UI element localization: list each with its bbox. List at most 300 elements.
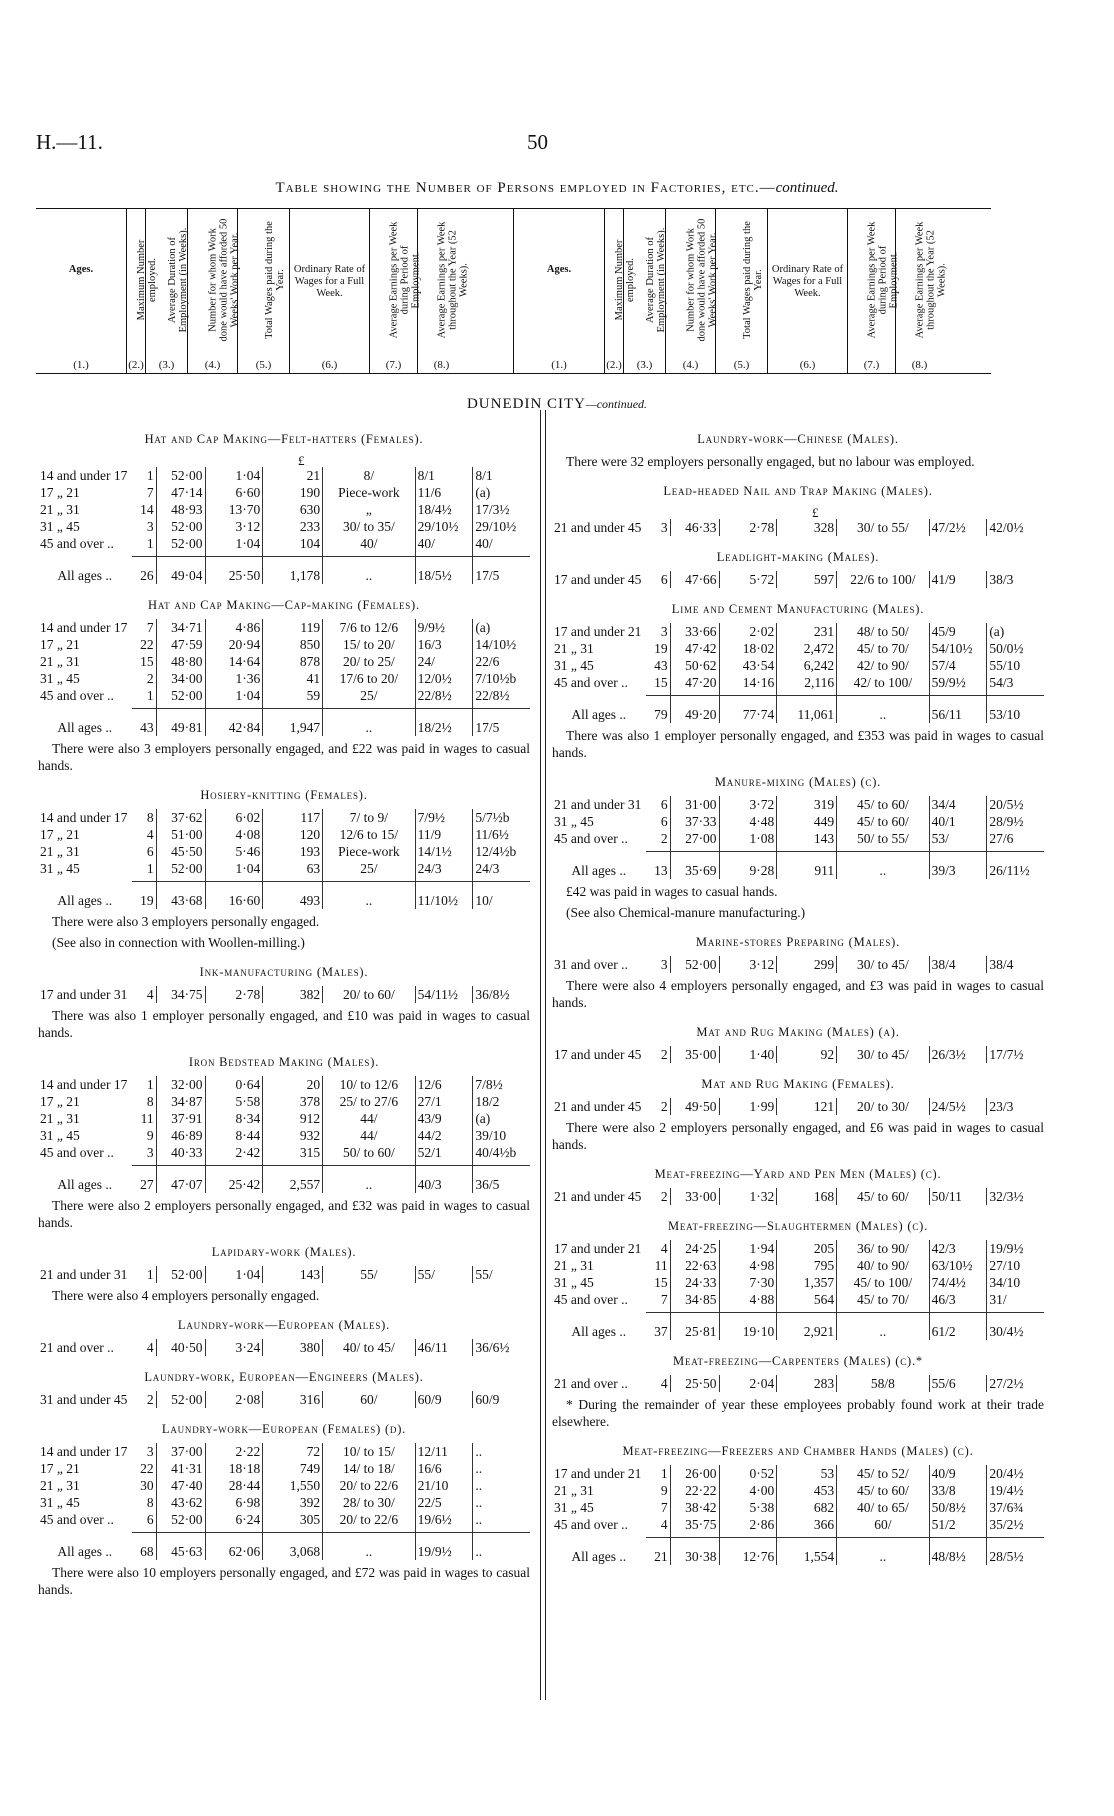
cell-col-5: 168 [777, 1188, 837, 1205]
cell-col-4: 1·04 [205, 687, 263, 704]
table-row [552, 1499, 1044, 1516]
cell-col-7: 22/8½ [415, 687, 473, 704]
column-header-label: Average Earnings per Week during Period of Employment. [866, 221, 899, 338]
column-headers-right [513, 209, 992, 373]
table-row [38, 860, 530, 877]
table-row [552, 830, 1044, 847]
cell-col-5: 911 [777, 852, 837, 880]
cell-col-6: 45/ to 60/ [856, 1189, 909, 1204]
cell-col-7: 22/5 [415, 1494, 473, 1511]
cell-col-2: 43 [646, 657, 670, 674]
cell-col-8: 38/3 [987, 571, 1044, 588]
cell-col-4: 14·64 [205, 653, 263, 670]
table-row [38, 636, 530, 653]
cell-col-8: .. [473, 1511, 530, 1528]
cell-col-2: 4 [646, 1375, 670, 1392]
cell-col-2: 3 [132, 1443, 156, 1460]
column-header-right-5 [715, 209, 767, 373]
total-row [38, 1533, 530, 1561]
cell-col-8: (a) [473, 619, 530, 636]
cell-col-3: 51·00 [156, 826, 205, 843]
cell-col-2: 21 [646, 1538, 670, 1566]
cell-col-8: 53/10 [987, 696, 1044, 724]
total-row [38, 882, 530, 910]
cell-col-6: 58/8 [870, 1376, 895, 1391]
cell-col-4: 0·52 [719, 1465, 777, 1482]
cell-col-1: 14 and under 17 [40, 468, 128, 483]
cell-col-3: 34·00 [156, 670, 205, 687]
industry-section [38, 965, 530, 1041]
column-number: (1.) [73, 359, 89, 371]
cell-col-1: 21 „ 31 [40, 654, 80, 669]
cell-col-6: Piece-work [338, 485, 400, 500]
cell-col-1: All ages .. [571, 1323, 627, 1339]
section-title: Laundry-work—European (Males). [177, 1318, 391, 1332]
cell-col-5: 117 [263, 809, 323, 826]
section-title: Lead-headed Nail and Trap Making (Males). [663, 484, 933, 498]
cell-col-6: 45/ to 60/ [856, 814, 909, 829]
cell-col-6: 60/ [360, 1392, 378, 1407]
industry-section [552, 550, 1044, 588]
cell-col-1: 21 „ 31 [40, 1478, 80, 1493]
cell-col-2: 4 [132, 986, 156, 1003]
cell-col-7: 24/5½ [929, 1098, 987, 1115]
cell-col-1: All ages .. [57, 1543, 113, 1559]
cell-col-1: 17 „ 21 [40, 637, 80, 652]
column-number: (3.) [158, 359, 175, 371]
cell-col-4: 1·04 [205, 1266, 263, 1283]
cell-col-2: 7 [132, 484, 156, 501]
column-header-label: Ordinary Rate of Wages for a Full Week. [771, 264, 844, 299]
table-row [38, 843, 530, 860]
cell-col-3: 30·38 [670, 1538, 719, 1566]
cell-col-3: 35·69 [670, 852, 719, 880]
cell-col-6: „ [365, 502, 372, 517]
cell-col-3: 47·59 [156, 636, 205, 653]
cell-col-3: 49·50 [670, 1098, 719, 1115]
cell-col-1: 21 and over .. [40, 1340, 114, 1355]
cell-col-4: 28·44 [205, 1477, 263, 1494]
cell-col-8: .. [473, 1494, 530, 1511]
cell-col-8: 8/1 [473, 467, 530, 484]
cell-col-7: 51/2 [929, 1516, 987, 1533]
cell-col-6: 42/ to 100/ [853, 675, 913, 690]
section-table [552, 623, 1044, 723]
cell-col-8: 40/4½b [473, 1144, 530, 1161]
column-header-right-4 [665, 209, 718, 373]
cell-col-1: 21 and over .. [554, 1376, 628, 1391]
section-table [552, 1046, 1044, 1063]
cell-col-7: 42/3 [929, 1240, 987, 1257]
cell-col-1: All ages .. [571, 706, 627, 722]
cell-col-3: 45·63 [156, 1533, 205, 1561]
cell-col-8: 35/2½ [987, 1516, 1044, 1533]
table-row [38, 670, 530, 687]
pound-sign: £ [812, 505, 819, 520]
section-table [38, 986, 530, 1003]
section-table [552, 1098, 1044, 1115]
cell-col-8: 39/10 [473, 1127, 530, 1144]
cell-col-7: 14/1½ [415, 843, 473, 860]
cell-col-3: 41·31 [156, 1460, 205, 1477]
column-number: (3.) [636, 359, 653, 371]
industry-section [552, 602, 1044, 761]
cell-col-1: 14 and under 17 [40, 620, 128, 635]
cell-col-4: 4·48 [719, 813, 777, 830]
cell-col-7: 52/1 [415, 1144, 473, 1161]
cell-col-6: .. [365, 893, 373, 908]
cell-col-4: 8·44 [205, 1127, 263, 1144]
section-note: (See also in connection with Woollen-milling.) [52, 935, 305, 950]
total-row [552, 1313, 1044, 1341]
cell-col-3: 50·62 [670, 657, 719, 674]
cell-col-7: 29/10½ [415, 518, 473, 535]
table-row [38, 1093, 530, 1110]
city-name: DUNEDIN CITY [466, 396, 587, 412]
cell-col-3: 49·20 [670, 696, 719, 724]
cell-col-5: 120 [263, 826, 323, 843]
column-header-label: Average Duration of Employment (in Weeks). [166, 227, 189, 332]
cell-col-7: 40/1 [929, 813, 987, 830]
cell-col-8: 31/ [987, 1291, 1044, 1308]
cell-col-8: 27/6 [987, 830, 1044, 847]
cell-col-6: 20/ to 60/ [342, 987, 395, 1002]
cell-col-3: 34·75 [156, 986, 205, 1003]
cell-col-6: 22/6 to 100/ [850, 572, 916, 587]
cell-col-8: 22/6 [473, 653, 530, 670]
cell-col-8: 28/5½ [987, 1538, 1044, 1566]
cell-col-4: 2·02 [719, 623, 777, 640]
cell-col-7: 54/11½ [415, 986, 473, 1003]
cell-col-4: 2·78 [719, 519, 777, 536]
cell-col-3: 52·00 [156, 687, 205, 704]
cell-col-8: 20/5½ [987, 796, 1044, 813]
cell-col-7: 21/10 [415, 1477, 473, 1494]
cell-col-4: 8·34 [205, 1110, 263, 1127]
table-row [38, 1339, 530, 1356]
cell-col-2: 8 [132, 1093, 156, 1110]
table-row [552, 956, 1044, 973]
table-row [552, 1482, 1044, 1499]
cell-col-3: 47·14 [156, 484, 205, 501]
section-table [38, 1443, 530, 1560]
cell-col-7: 43/9 [415, 1110, 473, 1127]
cell-col-7: 54/10½ [929, 640, 987, 657]
table-row [38, 1494, 530, 1511]
section-note: * During the remainder of year these employees probably found work at their trade elsewhere. [552, 1397, 1044, 1429]
cell-col-2: 4 [132, 1339, 156, 1356]
cell-col-7: 46/3 [929, 1291, 987, 1308]
cell-col-8: (a) [473, 1110, 530, 1127]
cell-col-7: 41/9 [929, 571, 987, 588]
cell-col-4: 1·36 [205, 670, 263, 687]
currency-row [552, 505, 1044, 519]
cell-col-2: 1 [646, 1465, 670, 1482]
cell-col-4: 3·24 [205, 1339, 263, 1356]
cell-col-1: 31 „ 45 [40, 671, 80, 686]
cell-col-5: 21 [263, 467, 323, 484]
cell-col-2: 4 [132, 826, 156, 843]
cell-col-7: 63/10½ [929, 1257, 987, 1274]
cell-col-7: 8/1 [415, 467, 473, 484]
cell-col-6: .. [879, 707, 887, 722]
cell-col-2: 27 [132, 1166, 156, 1194]
cell-col-8: 17/3½ [473, 501, 530, 518]
industry-section [552, 1219, 1044, 1340]
section-note: There were 32 employers personally engaged, but no labour was employed. [566, 454, 975, 469]
cell-col-5: 2,921 [777, 1313, 837, 1341]
section-title: Ink-manufacturing (Males). [199, 965, 369, 979]
cell-col-7: 18/5½ [415, 557, 473, 585]
cell-col-6: 25/ [360, 688, 378, 703]
section-title: Mat and Rug Making (Females). [701, 1077, 895, 1091]
cell-col-6: 45/ to 52/ [856, 1466, 909, 1481]
cell-col-8: (a) [473, 484, 530, 501]
cell-col-4: 4·08 [205, 826, 263, 843]
cell-col-3: 47·40 [156, 1477, 205, 1494]
table-row [38, 1460, 530, 1477]
cell-col-6: .. [365, 568, 373, 583]
cell-col-6: 20/ to 22/6 [339, 1512, 399, 1527]
cell-col-5: 299 [777, 956, 837, 973]
section-table [38, 809, 530, 909]
table-row [552, 1098, 1044, 1115]
cell-col-6: 30/ to 45/ [856, 957, 909, 972]
cell-col-8: 18/2 [473, 1093, 530, 1110]
section-table [552, 519, 1044, 536]
column-number: (1.) [551, 359, 567, 371]
cell-col-6: 12/6 to 15/ [339, 827, 399, 842]
cell-col-7: 18/4½ [415, 501, 473, 518]
column-number: (2.) [606, 359, 622, 371]
cell-col-4: 20·94 [205, 636, 263, 653]
cell-col-6: 44/ [360, 1128, 378, 1143]
industry-section [38, 1422, 530, 1598]
cell-col-6: 45/ to 100/ [853, 1275, 913, 1290]
cell-col-6: 55/ [360, 1267, 378, 1282]
cell-col-8: 26/11½ [987, 852, 1044, 880]
cell-col-8: .. [473, 1460, 530, 1477]
cell-col-1: 14 and under 17 [40, 1077, 128, 1092]
section-table [552, 1240, 1044, 1340]
column-header-left-4 [187, 209, 240, 373]
page-number: 50 [527, 130, 548, 154]
table-row [38, 1511, 530, 1528]
table-row [552, 1375, 1044, 1392]
cell-col-4: 2·22 [205, 1443, 263, 1460]
cell-col-2: 14 [132, 501, 156, 518]
cell-col-1: All ages .. [571, 862, 627, 878]
cell-col-5: 328 [777, 519, 837, 536]
table-row [38, 653, 530, 670]
cell-col-3: 24·33 [670, 1274, 719, 1291]
cell-col-7: 24/ [415, 653, 473, 670]
cell-col-1: 21 „ 31 [40, 502, 80, 517]
cell-col-7: 18/2½ [415, 709, 473, 737]
cell-col-2: 6 [646, 813, 670, 830]
cell-col-3: 47·20 [670, 674, 719, 691]
cell-col-7: 59/9½ [929, 674, 987, 691]
section-title: Leadlight-making (Males). [716, 550, 880, 564]
column-header-left-8 [417, 209, 469, 373]
cell-col-6: 36/ to 90/ [856, 1241, 909, 1256]
cell-col-6: .. [365, 720, 373, 735]
column-number: (8.) [433, 359, 450, 371]
cell-col-8: 55/10 [987, 657, 1044, 674]
cell-col-1: 21 „ 31 [554, 641, 594, 656]
cell-col-4: 2·42 [205, 1144, 263, 1161]
industry-section [38, 1055, 530, 1231]
cell-col-2: 6 [646, 796, 670, 813]
cell-col-2: 8 [132, 809, 156, 826]
cell-col-6: 20/ to 30/ [856, 1099, 909, 1114]
cell-col-7: 40/ [415, 535, 473, 552]
section-note: There were also 4 employers personally engaged. [52, 1288, 320, 1303]
section-table [38, 467, 530, 584]
cell-col-7: 11/10½ [415, 882, 473, 910]
table-row [552, 1240, 1044, 1257]
cell-col-5: 2,557 [263, 1166, 323, 1194]
cell-col-5: 41 [263, 670, 323, 687]
cell-col-1: 31 „ 45 [554, 658, 594, 673]
cell-col-6: 14/ to 18/ [342, 1461, 395, 1476]
cell-col-4: 0·64 [205, 1076, 263, 1093]
industry-section [552, 1444, 1044, 1565]
cell-col-1: 45 and over .. [554, 1517, 628, 1532]
cell-col-5: 119 [263, 619, 323, 636]
cell-col-3: 24·25 [670, 1240, 719, 1257]
cell-col-4: 1·32 [719, 1188, 777, 1205]
cell-col-7: 46/11 [415, 1339, 473, 1356]
cell-col-7: 26/3½ [929, 1046, 987, 1063]
cell-col-1: All ages .. [57, 567, 113, 583]
cell-col-5: 1,550 [263, 1477, 323, 1494]
column-header-label: Total Wages paid during the Year. [263, 220, 286, 339]
table-row [38, 1144, 530, 1161]
cell-col-4: 1·40 [719, 1046, 777, 1063]
cell-col-3: 52·00 [156, 1391, 205, 1408]
cell-col-6: 25/ [360, 861, 378, 876]
section-title: Laundry-work, European—Engineers (Males). [144, 1370, 424, 1384]
table-row [38, 826, 530, 843]
cell-col-3: 49·04 [156, 557, 205, 585]
cell-col-1: 21 and under 31 [40, 1267, 128, 1282]
table-row [38, 986, 530, 1003]
cell-col-8: .. [473, 1477, 530, 1494]
cell-col-3: 46·89 [156, 1127, 205, 1144]
cell-col-1: 21 „ 31 [40, 1111, 80, 1126]
cell-col-7: 60/9 [415, 1391, 473, 1408]
cell-col-4: 1·94 [719, 1240, 777, 1257]
cell-col-8: 36/6½ [473, 1339, 530, 1356]
cell-col-3: 33·66 [670, 623, 719, 640]
table-title-continued: continued. [775, 180, 839, 196]
table-row [38, 1477, 530, 1494]
cell-col-6: .. [879, 1549, 887, 1564]
cell-col-4: 7·30 [719, 1274, 777, 1291]
cell-col-4: 3·12 [205, 518, 263, 535]
cell-col-1: 17 and under 45 [554, 572, 642, 587]
cell-col-7: 7/9½ [415, 809, 473, 826]
cell-col-1: 21 and under 45 [554, 1099, 642, 1114]
section-title: Laundry-work—European (Females) (d). [161, 1422, 407, 1436]
cell-col-4: 3·12 [719, 956, 777, 973]
table-row [552, 674, 1044, 691]
cell-col-7: 56/11 [929, 696, 987, 724]
cell-col-4: 2·78 [205, 986, 263, 1003]
column-header-left-6 [289, 209, 369, 373]
cell-col-7: 40/3 [415, 1166, 473, 1194]
cell-col-5: 2,116 [777, 674, 837, 691]
cell-col-8: 7/8½ [473, 1076, 530, 1093]
cell-col-2: 3 [646, 519, 670, 536]
cell-col-7: 12/0½ [415, 670, 473, 687]
table-row [38, 687, 530, 704]
cell-col-1: 45 and over .. [40, 1512, 114, 1527]
table-row [552, 1188, 1044, 1205]
cell-col-8: 14/10½ [473, 636, 530, 653]
cell-col-2: 79 [646, 696, 670, 724]
cell-col-3: 37·00 [156, 1443, 205, 1460]
cell-col-2: 2 [132, 1391, 156, 1408]
cell-col-7: 61/2 [929, 1313, 987, 1341]
cell-col-6: .. [879, 863, 887, 878]
cell-col-4: 6·24 [205, 1511, 263, 1528]
cell-col-7: 27/1 [415, 1093, 473, 1110]
cell-col-7: 48/8½ [929, 1538, 987, 1566]
cell-col-5: 630 [263, 501, 323, 518]
cell-col-1: 31 „ 45 [40, 861, 80, 876]
cell-col-1: 31 „ 45 [554, 814, 594, 829]
cell-col-7: 16/3 [415, 636, 473, 653]
cell-col-3: 32·00 [156, 1076, 205, 1093]
section-table [552, 956, 1044, 973]
page-reference: H.—11. [36, 130, 103, 154]
column-header-left-5 [237, 209, 289, 373]
cell-col-3: 27·00 [670, 830, 719, 847]
section-table [38, 619, 530, 736]
pound-sign: £ [298, 453, 305, 468]
cell-col-4: 25·42 [205, 1166, 263, 1194]
total-row [552, 696, 1044, 724]
cell-col-2: 1 [132, 535, 156, 552]
cell-col-5: 143 [777, 830, 837, 847]
cell-col-7: 45/9 [929, 623, 987, 640]
column-headers-left [36, 209, 513, 373]
cell-col-2: 3 [646, 623, 670, 640]
cell-col-2: 2 [646, 830, 670, 847]
cell-col-8: 20/4½ [987, 1465, 1044, 1482]
industry-section [38, 1318, 530, 1356]
cell-col-7: 55/6 [929, 1375, 987, 1392]
cell-col-7: 74/4½ [929, 1274, 987, 1291]
cell-col-5: 493 [263, 882, 323, 910]
cell-col-6: 40/ [360, 536, 378, 551]
cell-col-2: 13 [646, 852, 670, 880]
table-row [552, 1257, 1044, 1274]
cell-col-6: 10/ to 15/ [342, 1444, 395, 1459]
cell-col-2: 2 [646, 1098, 670, 1115]
cell-col-7: 44/2 [415, 1127, 473, 1144]
cell-col-4: 18·02 [719, 640, 777, 657]
cell-col-2: 26 [132, 557, 156, 585]
cell-col-6: 40/ to 65/ [856, 1500, 909, 1515]
cell-col-7: 19/6½ [415, 1511, 473, 1528]
section-title: Mat and Rug Making (Males) (a). [696, 1025, 900, 1039]
industry-section [38, 788, 530, 951]
section-table [552, 1465, 1044, 1565]
cell-col-8: 27/2½ [987, 1375, 1044, 1392]
